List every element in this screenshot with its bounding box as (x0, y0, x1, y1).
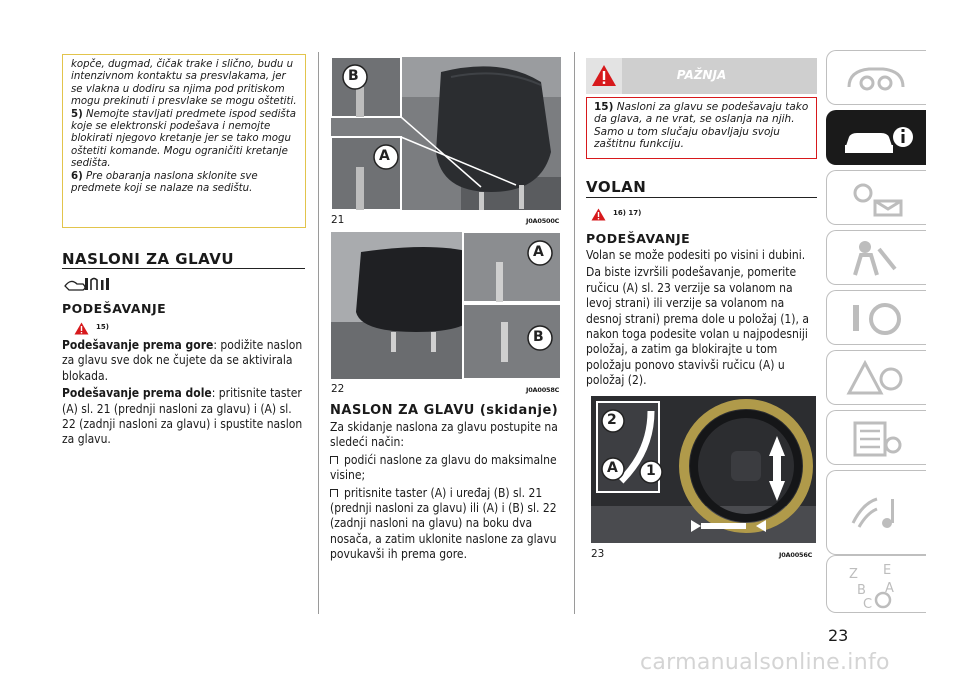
figure-code: J0A0500C (526, 217, 560, 225)
warning-icon (845, 359, 907, 397)
bullet-icon (330, 456, 338, 464)
safety-icon (845, 239, 907, 277)
caution-header (586, 58, 817, 94)
tab-checklist[interactable] (826, 410, 926, 465)
figure-label-a: A (533, 244, 544, 260)
section-title: VOLAN (586, 178, 647, 196)
section-rule (586, 197, 817, 198)
headrest-adjust-icon (63, 276, 115, 292)
figure-22-photo (331, 232, 561, 379)
caution-number: 15) (594, 101, 614, 113)
paragraph: Da biste izvršili podešavanje, pomerite ručicu (A) sl. 23 verzije sa volanom na levoj strani) ili verzije sa volanom na desnoj strani) prema dole u položaj (1), a nakon toga podesite volan u najpodesniji položaj, a zatim ga blokirajte u tom položaju ponovo stavivši ručicu (A) u položaj (2). (586, 265, 809, 388)
bullet-icon (330, 489, 338, 497)
para-bold-label: Podešavanje prema dole (62, 386, 212, 401)
paragraph: : podižite naslon za glavu sve dok ne čujete da se aktivirala blokada. (62, 338, 303, 383)
lights-icon (845, 179, 907, 217)
para-bold-label: Podešavanje prema gore (62, 338, 214, 352)
caution-text: Nasloni za glavu se podešavaju tako da glava, a ne vrat, se oslanja na njih. Samo u tom slučaju obavljaju svoju zaštitnu funkciju. (594, 101, 809, 151)
figure-label-b: B (533, 329, 544, 345)
figure-label-2: 2 (607, 412, 617, 428)
figure-23-photo (591, 396, 816, 543)
tab-car-info[interactable] (826, 110, 926, 165)
svg-text:B: B (857, 583, 866, 598)
caution-box (586, 97, 817, 159)
subsection-title: PODEŠAVANJE (62, 301, 167, 316)
figure-21-photo (331, 57, 561, 210)
warning-triangle-icon (74, 320, 89, 339)
paragraph: : pritisnite taster (A) sl. 21 (prednji nasloni za glavu) i (A) sl. 22 (zadnji nasloni za glavu) i spustite naslon za glavu. (62, 386, 303, 447)
svg-text:C: C (863, 597, 873, 610)
svg-text:Z: Z (849, 567, 858, 582)
dashboard-icon (845, 59, 907, 97)
watermark: carmanualsonline.info (640, 650, 890, 675)
index-icon (847, 562, 909, 610)
caution-title: PAŽNJA (676, 68, 727, 82)
figure-label-a: A (379, 148, 390, 164)
svg-text:A: A (885, 581, 894, 596)
warning-box (62, 54, 306, 228)
car-info-icon (841, 121, 913, 157)
figure-code: J0A0058C (526, 386, 560, 394)
figure-label-b: B (348, 68, 359, 84)
figure-number: 22 (331, 383, 345, 395)
warning-number: 5) (71, 108, 83, 120)
list-item: podići naslone za glavu do maksimalne visine; (330, 452, 557, 483)
col1-body (62, 338, 306, 450)
warning-text: Pre obaranja naslona sklonite sve predmete koji se nalaze na sedištu. (71, 170, 258, 195)
svg-text:E: E (883, 563, 892, 578)
section-title: NASLON ZA GLAVU (skidanje) (330, 403, 559, 418)
subsection-title: PODEŠAVANJE (586, 231, 691, 246)
warning-number: 6) (71, 170, 83, 182)
tab-index[interactable] (826, 555, 926, 613)
section-rule (62, 268, 305, 269)
page-number: 23 (828, 626, 849, 645)
figure-number: 21 (331, 214, 345, 226)
figure-number: 23 (591, 548, 605, 560)
checklist-icon (847, 419, 909, 457)
multimedia-icon (845, 493, 907, 533)
tab-steering[interactable] (826, 290, 926, 345)
note-ref: 16) 17) (613, 209, 642, 217)
tab-dashboard[interactable] (826, 50, 926, 105)
warning-text: kopče, dugmad, čičak trake i slično, budu u intenzivnom kontaktu sa presvlakama, jer se vlakna u dodiru sa njima pod pritiskom mogu prekinuti i presvlake se mogu oštetiti. (71, 59, 297, 108)
paragraph: Volan se može podesiti po visini i dubini. (586, 248, 806, 262)
col2-body (330, 420, 562, 565)
warning-text: Nemojte stavljati predmete ispod sedišta koje se elektronski podešava i nemojte blokirati njegovo kretanje jer se tako mogu oštetiti komande. Mogu ograničiti kretanje sedišta. (71, 108, 296, 170)
column-divider (574, 52, 575, 614)
note-ref: 15) (96, 323, 109, 331)
tab-safety[interactable] (826, 230, 926, 285)
figure-label-1: 1 (646, 463, 656, 479)
list-item: pritisnite taster (A) i uređaj (B) sl. 21 (prednji nasloni za glavu) ili (A) i (B) sl. 22 (zadnji nasloni na glavu) na boku dva nosača, a zatim uklonite naslone za glavu povukavši ih prema gore. (330, 485, 557, 562)
warning-triangle-icon (591, 206, 606, 225)
paragraph: Za skidanje naslona za glavu postupite na sledeći način: (330, 420, 558, 450)
section-title: NASLONI ZA GLAVU (62, 250, 235, 268)
steering-icon (845, 299, 907, 337)
col3-body (586, 248, 818, 391)
column-divider (318, 52, 319, 614)
figure-label-a: A (607, 460, 618, 476)
tab-multimedia[interactable] (826, 470, 926, 555)
figure-code: J0A0056C (779, 551, 813, 559)
tab-warning[interactable] (826, 350, 926, 405)
tab-lights[interactable] (826, 170, 926, 225)
